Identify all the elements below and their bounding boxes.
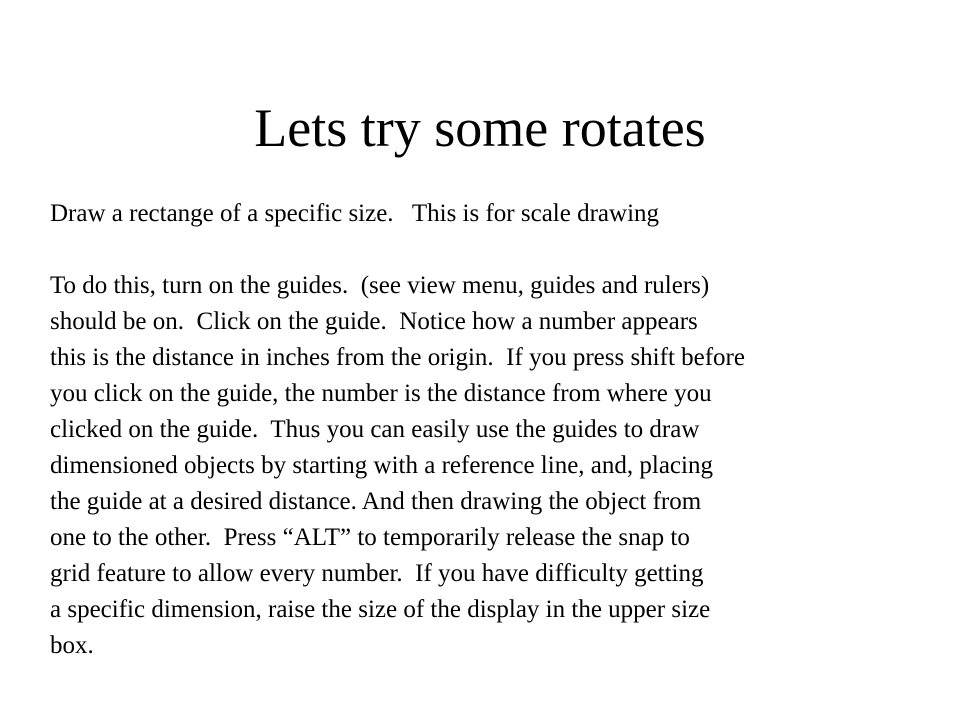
body-line: Draw a rectange of a specific size. This is for scale drawing <box>50 200 660 227</box>
slide-title: Lets try some rotates <box>254 98 706 158</box>
body-line: To do this, turn on the guides. (see view menu, guides and rulers) <box>50 272 710 299</box>
body-line: should be on. Click on the guide. Notice how a number appears <box>50 308 698 335</box>
body-line: the guide at a desired distance. And then drawing the object from <box>50 488 702 515</box>
body-line: grid feature to allow every number. If you have difficulty getting <box>50 560 704 587</box>
body-line: this is the distance in inches from the origin. If you press shift before <box>50 344 745 371</box>
body-line: one to the other. Press “ALT” to temporarily release the snap to <box>50 524 690 551</box>
body-line: clicked on the guide. Thus you can easily use the guides to draw <box>50 416 700 443</box>
body-line: dimensioned objects by starting with a reference line, and, placing <box>50 452 713 479</box>
body-line-blank <box>50 232 950 268</box>
body-line: you click on the guide, the number is the distance from where you <box>50 380 712 407</box>
slide-body <box>50 196 950 664</box>
body-line: box. <box>50 632 94 659</box>
body-line: a specific dimension, raise the size of the display in the upper size <box>50 596 711 623</box>
